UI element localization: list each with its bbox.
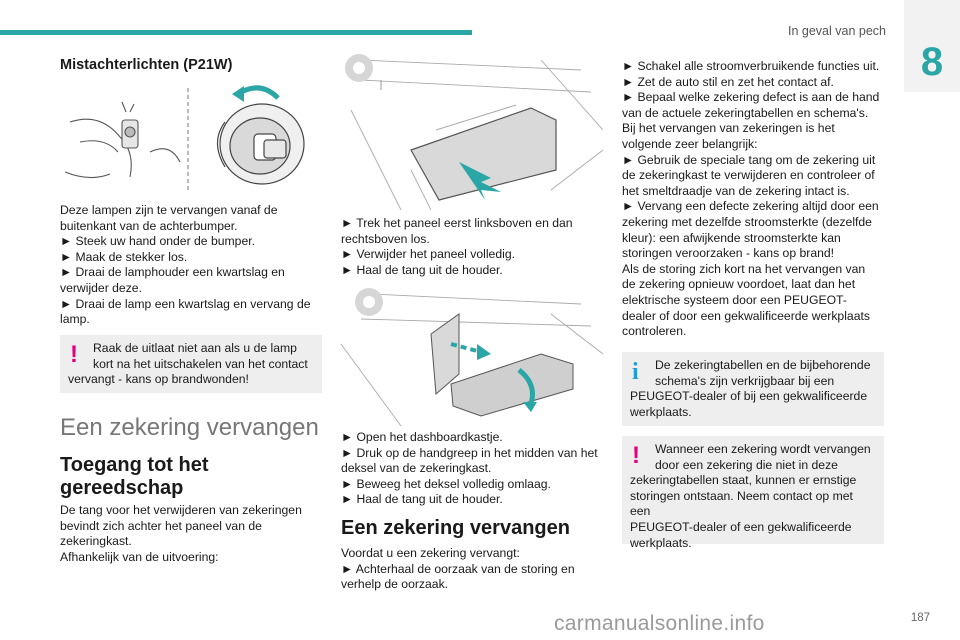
replace-fuse-instructions: ► Schakel alle stroomverbruikende functies uit. ► Zet de auto stil en zet het contact af. ► Bepaal welke zekering defect is aan de hand van de actuele zekeringtabellen en schema's. Bij het vervangen van zekeringen is het volgende zeer belangrijk: ► Gebruik de speciale tang om de zekering uit de zekeringkast te verwijderen en controleer of het smeltdraadje van de zekering intact is. ► Vervang een defecte zekering altijd door een zekering met dezelfde stroomsterkte (dezelfde kleur): een afwijkende stroomsterkte kan storingen veroorzaken - kans op brand! Als de storing zich kort na het vervangen van de zekering opnieuw voordoet, laat dan het elektrische systeem door een PEUGEOT- dealer of door een gekwalificeerde werkplaats controleren. <box>622 59 880 339</box>
subheading-replace-fuse: Een zekering vervangen <box>341 517 570 539</box>
header-accent-bar <box>0 30 472 35</box>
tool-access-text: De tang voor het verwijderen van zekeringen bevindt zich achter het paneel van de zekeringkast. Afhankelijk van de uitvoering: <box>60 503 302 564</box>
fog-lamp-text: Deze lampen zijn te vervangen vanaf de buitenkant van de achterbumper. ► Steek uw hand onder de bumper. ► Maak de stekker los. ► Draai de lamphouder een kwartslag en verwijder deze. ► Draai de lamp een kwartslag en vervang de lamp. <box>60 203 311 327</box>
lamp-plug-drawing <box>65 102 180 178</box>
warning-box: ! Raak de uitlaat niet aan als u de lamp kort na het uitschakelen van het contact vervangt - kans op brandwonden! <box>60 335 322 393</box>
panel-removal-illustration <box>341 50 603 210</box>
page-number: 187 <box>910 612 930 624</box>
chapter-number: 8 <box>920 40 944 84</box>
glovebox-lid-drawing <box>431 314 459 394</box>
fusebox-cover-drawing <box>451 354 573 416</box>
section-heading: Mistachterlichten (P21W) <box>60 57 233 73</box>
warning-box: ! Wanneer een zekering wordt vervangen door een zekering die niet in deze zekeringtabellen staat, kunnen er ernstige storingen ontstaan. Neem contact op met een PEUGEOT-dealer of een gekwalificeerde werkplaats. <box>622 436 884 544</box>
exclamation-icon: ! <box>70 341 78 368</box>
glovebox-steps: ► Open het dashboardkastje. ► Druk op de handgreep in het midden van het deksel van de zekeringkast. ► Beweeg het deksel volledig omlaag. ► Haal de tang uit de houder. <box>341 430 598 507</box>
exclamation-icon: ! <box>632 442 640 469</box>
chapter-tab <box>904 0 960 92</box>
panel-steps: ► Trek het paneel eerst linksboven en dan rechtsboven los. ► Verwijder het paneel volledig. ► Haal de tang uit de houder. <box>341 216 573 277</box>
bulb-holder-drawing <box>218 104 305 184</box>
glovebox-illustration <box>341 284 603 426</box>
replace-fuse-intro: Voordat u een zekering vervangt: ► Achterhaal de oorzaak van de storing en verhelp de oorzaak. <box>341 546 575 592</box>
fog-lamp-illustration <box>60 82 322 194</box>
subheading-tool-access: Toegang tot het gereedschap <box>60 454 209 499</box>
info-box: i De zekeringtabellen en de bijbehorende schema's zijn verkrijgbaar bij een PEUGEOT-dealer of bij een gekwalificeerde werkplaats. <box>622 352 884 426</box>
arrow-head-icon <box>232 86 244 102</box>
section-title: Een zekering vervangen <box>60 414 319 441</box>
header-title: In geval van pech <box>788 24 886 38</box>
watermark: carmanualsonline.info <box>554 612 765 635</box>
info-icon: i <box>632 359 639 385</box>
